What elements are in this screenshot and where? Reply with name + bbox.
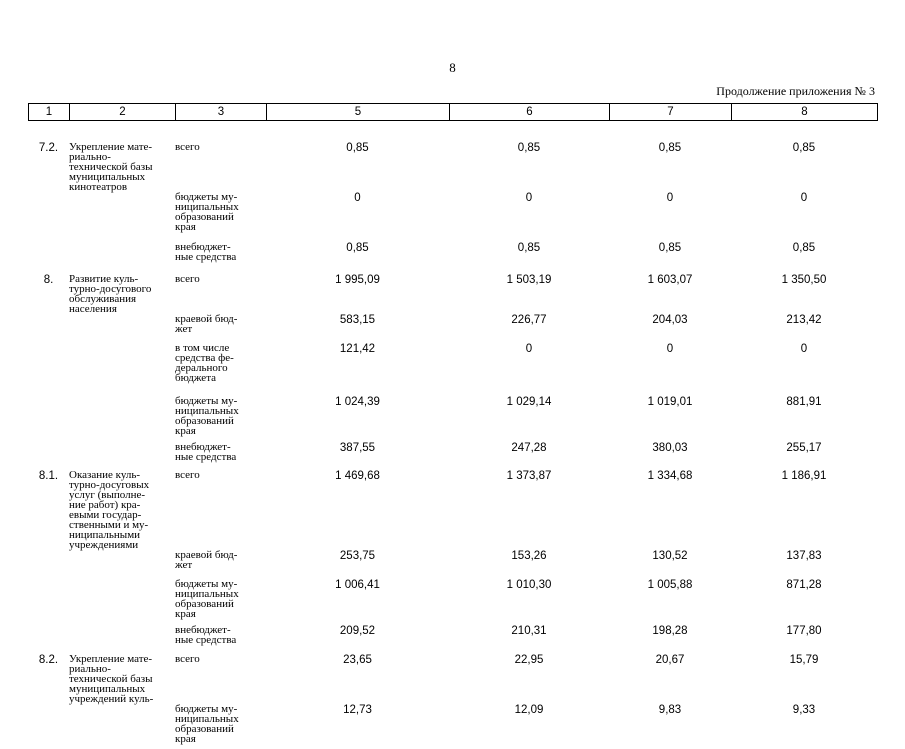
- table-row: [28, 192, 877, 242]
- header-cell: 7: [610, 104, 732, 121]
- page-number: 8: [449, 60, 456, 75]
- item-number: 8.1.: [38, 470, 59, 482]
- data-table: [28, 142, 877, 749]
- item-number: [28, 442, 69, 470]
- value-col-8: 137,83: [786, 550, 822, 562]
- value-col-5: 0,85: [346, 142, 369, 154]
- item-name: [69, 192, 175, 242]
- value-col-6: 1 010,30: [506, 579, 552, 591]
- value-col-5: 12,73: [343, 704, 372, 716]
- header-cell: 2: [70, 104, 176, 121]
- value-col-8: 0: [800, 343, 808, 355]
- table-row: [28, 470, 877, 550]
- value-col-5: 0: [354, 192, 361, 204]
- item-number: 7.2.: [38, 142, 59, 154]
- header-cell: 6: [450, 104, 610, 121]
- value-col-7: 1 005,88: [647, 579, 693, 591]
- value-col-8: 0,85: [792, 242, 816, 254]
- header-table: [28, 103, 878, 121]
- value-col-8: 177,80: [786, 625, 822, 637]
- table-row: [28, 579, 877, 625]
- funding-source: краевой бюд- жет: [175, 313, 238, 335]
- value-col-6: 0,85: [517, 242, 541, 254]
- item-name: [69, 343, 175, 396]
- funding-source: всего: [175, 469, 200, 481]
- funding-source: бюджеты му- ниципальных образований края: [175, 703, 239, 745]
- header-cell: 8: [732, 104, 878, 121]
- value-col-6: 1 373,87: [506, 470, 552, 482]
- funding-source: краевой бюд- жет: [175, 549, 238, 571]
- value-col-5: 583,15: [339, 314, 376, 326]
- value-col-6: 210,31: [511, 625, 547, 637]
- header-cell: 3: [176, 104, 267, 121]
- item-number: [28, 314, 69, 343]
- value-col-5: 1 006,41: [335, 579, 380, 591]
- value-col-5: 1 024,39: [335, 396, 380, 408]
- value-col-5: 1 469,68: [335, 470, 380, 482]
- value-col-7: 0,85: [658, 142, 682, 154]
- item-number: 8.2.: [38, 654, 59, 666]
- header-cell: 1: [29, 104, 70, 121]
- item-name: Развитие куль- турно-досугового обслуживания населения: [69, 273, 152, 315]
- value-col-7: 1 019,01: [647, 396, 693, 408]
- item-number: [28, 704, 69, 749]
- value-col-7: 380,03: [652, 442, 688, 454]
- table-row: [28, 343, 877, 396]
- value-col-5: 0,85: [346, 242, 369, 254]
- value-col-6: 1 503,19: [506, 274, 552, 286]
- item-name: [69, 242, 175, 274]
- value-col-8: 213,42: [786, 314, 822, 326]
- item-name: Укрепление мате- риально- технической базы муниципальных учреждений куль-: [69, 653, 154, 705]
- funding-source: всего: [175, 141, 200, 153]
- funding-source: всего: [175, 273, 200, 285]
- value-col-7: 0: [666, 343, 674, 355]
- value-col-7: 1 603,07: [647, 274, 693, 286]
- item-name: [69, 314, 175, 343]
- value-col-5: 253,75: [339, 550, 376, 562]
- value-col-7: 1 334,68: [647, 470, 693, 482]
- value-col-8: 871,28: [786, 579, 822, 591]
- item-name: Укрепление мате- риально- технической базы муниципальных кинотеатров: [69, 141, 153, 193]
- value-col-6: 1 029,14: [506, 396, 552, 408]
- value-col-6: 0,85: [517, 142, 541, 154]
- item-name: [69, 396, 175, 442]
- value-col-5: 1 995,09: [335, 274, 380, 286]
- value-col-8: 0,85: [792, 142, 816, 154]
- item-number: [28, 242, 69, 274]
- item-number: [28, 192, 69, 242]
- value-col-8: 9,33: [792, 704, 816, 716]
- item-name: [69, 579, 175, 625]
- value-col-8: 881,91: [786, 396, 822, 408]
- table-row: [28, 704, 877, 749]
- table-row: [28, 396, 877, 442]
- item-number: 8.: [43, 274, 54, 286]
- funding-source: внебюджет- ные средства: [175, 241, 237, 263]
- value-col-8: 15,79: [789, 654, 819, 666]
- funding-source: внебюджет- ные средства: [175, 441, 237, 463]
- value-col-7: 204,03: [652, 314, 688, 326]
- value-col-6: 0: [525, 192, 533, 204]
- continuation-caption: Продолжение приложения № 3: [716, 84, 875, 98]
- item-name: [69, 442, 175, 470]
- funding-source: всего: [175, 653, 200, 665]
- value-col-7: 198,28: [652, 625, 688, 637]
- item-number: [28, 396, 69, 442]
- value-col-6: 153,26: [511, 550, 547, 562]
- item-name: [69, 550, 175, 579]
- header-row: [29, 104, 878, 121]
- value-col-6: 22,95: [514, 654, 544, 666]
- value-col-8: 1 186,91: [781, 470, 827, 482]
- item-number: [28, 550, 69, 579]
- value-col-8: 255,17: [786, 442, 822, 454]
- table-row: [28, 442, 877, 470]
- value-col-5: 387,55: [339, 442, 376, 454]
- funding-source: бюджеты му- ниципальных образований края: [175, 191, 239, 233]
- funding-source: бюджеты му- ниципальных образований края: [175, 395, 239, 437]
- value-col-6: 226,77: [511, 314, 547, 326]
- value-col-7: 0,85: [658, 242, 682, 254]
- value-col-7: 0: [666, 192, 674, 204]
- table-row: [28, 314, 877, 343]
- item-number: [28, 579, 69, 625]
- table-row: [28, 242, 877, 274]
- value-col-5: 23,65: [343, 654, 372, 666]
- funding-source: внебюджет- ные средства: [175, 624, 237, 646]
- value-col-5: 209,52: [339, 625, 376, 637]
- value-col-7: 20,67: [655, 654, 685, 666]
- table-row: [28, 654, 877, 704]
- header-cell: 5: [267, 104, 450, 121]
- table-row: [28, 550, 877, 579]
- funding-source: в том числе средства фе- дерального бюджета: [175, 342, 234, 384]
- value-col-6: 12,09: [514, 704, 544, 716]
- value-col-7: 9,83: [658, 704, 682, 716]
- value-col-5: 121,42: [339, 343, 376, 355]
- value-col-8: 0: [800, 192, 808, 204]
- table-row: [28, 274, 877, 314]
- table-row: [28, 142, 877, 192]
- item-number: [28, 343, 69, 396]
- item-name: [69, 704, 175, 749]
- value-col-6: 247,28: [511, 442, 547, 454]
- value-col-7: 130,52: [652, 550, 688, 562]
- value-col-6: 0: [525, 343, 533, 355]
- item-name: Оказание куль- турно-досуговых услуг (выполне- ние работ) кра- евыми государ- ственными и му- ниципальными учреждениями: [69, 469, 150, 551]
- funding-source: бюджеты му- ниципальных образований края: [175, 578, 239, 620]
- value-col-8: 1 350,50: [781, 274, 827, 286]
